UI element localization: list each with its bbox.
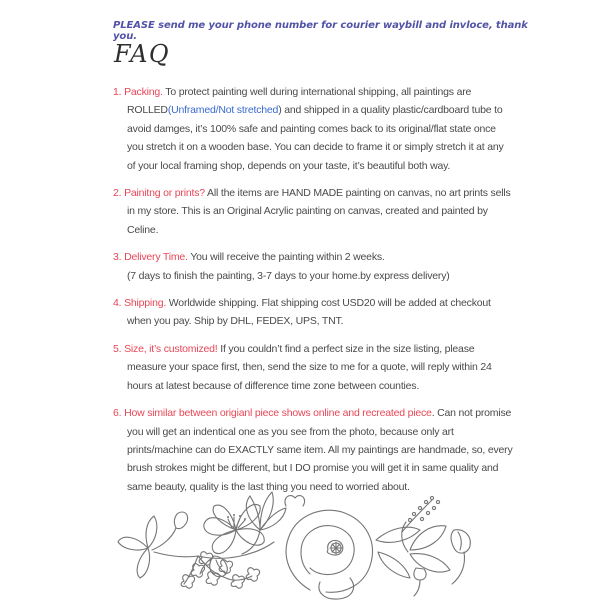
faq-item-text: (7 days to finish the painting, 3-7 days to your home.by express delivery) [127,269,450,282]
faq-item-text: You will receive the painting within 2 weeks. [187,251,385,264]
courier-note: PLEASE send me your phone number for courier waybill and invloce, thank you. [113,20,528,42]
faq-item-number: 1. [113,86,125,98]
rose-bloom [286,510,420,599]
faq-item-title: Size, it’s customized! [124,342,218,355]
faq-item-highlight: (Unframed/Not stretched [167,104,279,117]
faq-heading: FAQ [114,40,171,68]
faq-item-number: 5. [113,342,125,355]
faq-item-text: . Can not promise you will get an indentical one as you see from the photo, because only art prints/machine can do EXACTLY same item. All my paintings are handmade, so, every brush strokes might be different, but I DO promise you will get it in same quality and same beauty, quality is the last thing you need to worried about. [127,407,513,493]
faq-item-text: All the items are HAND MADE painting on canvas, no art prints sells in my store. This is an Original Acrylic painting on canvas, created and painted by Celine. [127,187,511,236]
faq-item-text: Worldwide shipping. Flat shipping cost USD20 will be added at checkout when you pay. Ship by DHL, FEDEX, UPS, TNT. [127,297,491,328]
faq-item-text: If you couldn’t find a perfect size in the size listing, please measure your space first, then, send the size to me for a quote, will reply within 24 hours at latest because of difference time zone between counties. [127,342,492,392]
faq-item-title: Painitng or prints? [124,187,205,200]
faq-item [113,184,513,239]
faq-item [113,404,513,496]
faq-item-number: 3. [113,251,125,264]
faq-item-number: 4. [113,297,125,310]
faq-item [113,248,513,285]
floral-line-drawing [114,486,484,600]
faq-item [113,83,513,175]
faq-item-title: Packing. [124,86,163,98]
faq-item-number: 6. [113,407,125,420]
faq-list [113,83,513,505]
faq-item-text: To protect painting well during international shipping, all paintings are ROLLED [127,86,472,117]
faq-item-title: Shipping. [124,297,167,310]
faq-item [113,294,513,331]
faq-item-title: Delivery Time. [124,251,188,264]
anemone-flower [204,504,264,553]
faq-item-title: How similar between origianl piece shows online and recreated piece [124,407,432,420]
faq-item [113,340,513,395]
faq-item-number: 2. [113,187,125,200]
faq-item-text: ) and shipped in a quality plastic/cardboard tube to avoid damges, it’s 100% safe and painting comes back to its original/flat state once you stretch it on a wooden base. You can decide to frame it or simply stretch it at any of your local framing shop, depends on your taste, it’s beautiful both way. [127,104,504,172]
magnolia-flower [402,522,471,596]
